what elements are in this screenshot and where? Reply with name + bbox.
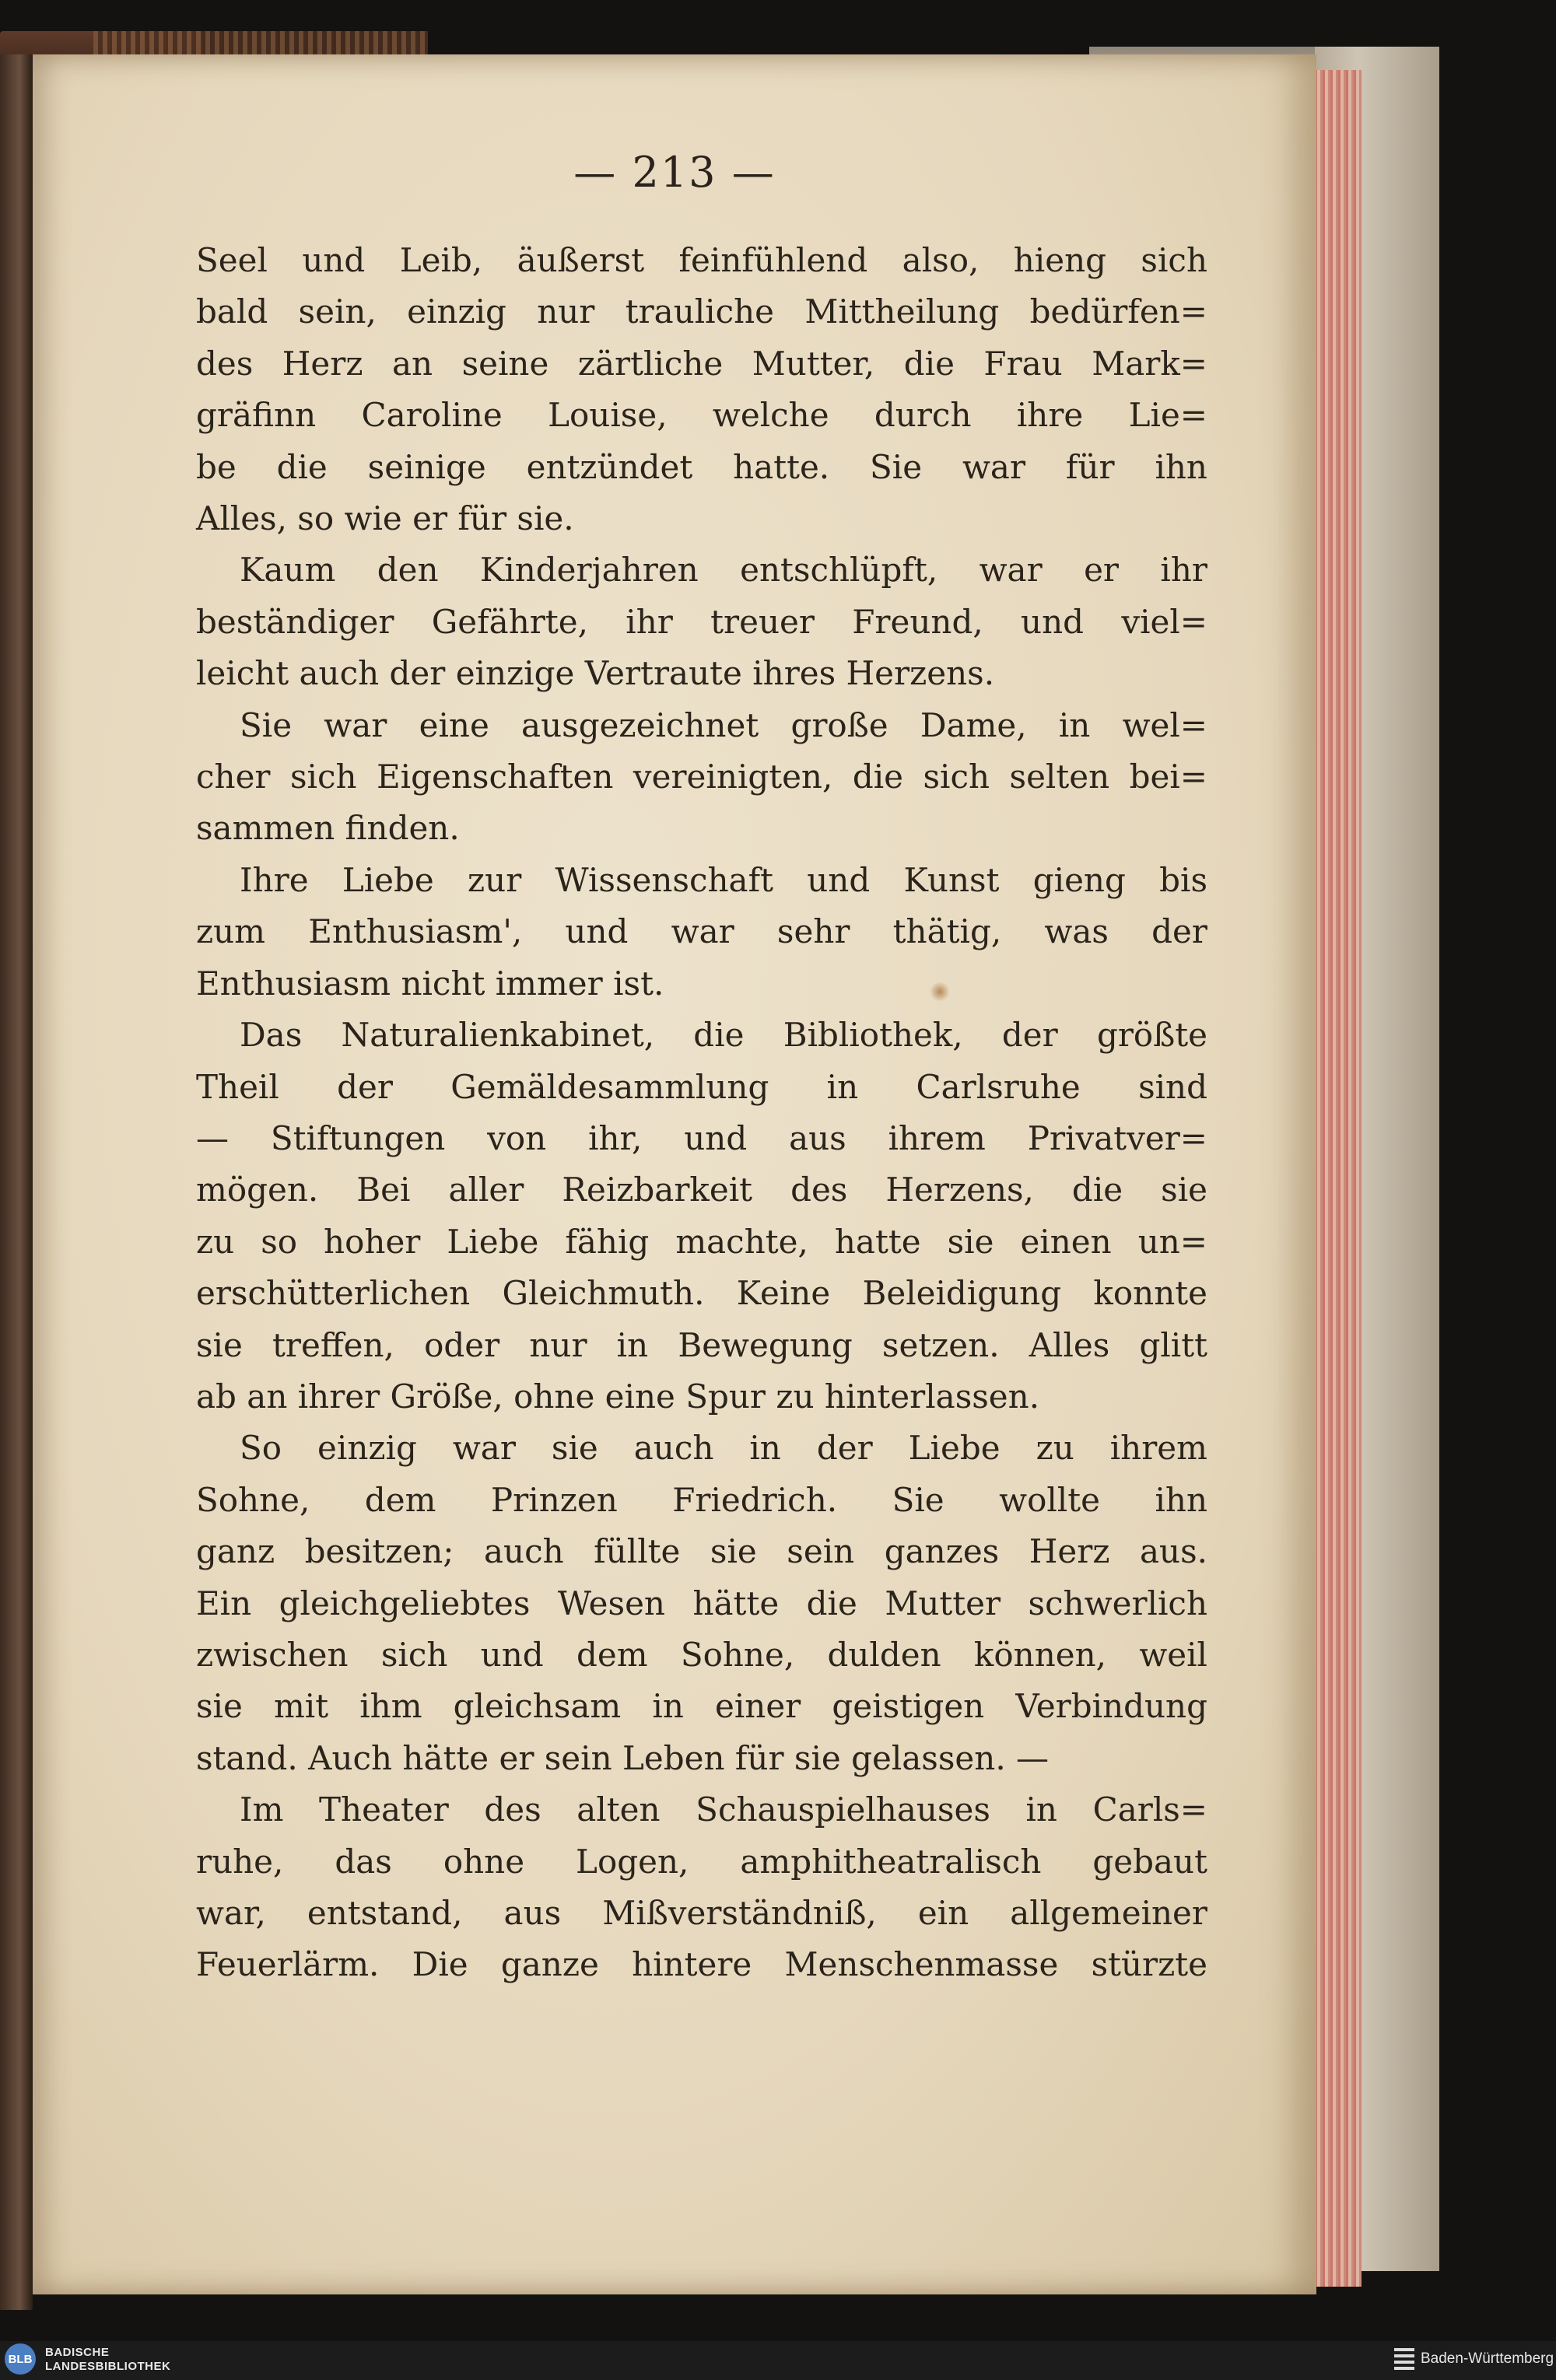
text-line: be die seinige entzündet hatte. Sie war für ihn <box>196 447 1207 486</box>
library-name[interactable] <box>45 2346 170 2374</box>
text-line: ruhe, das ohne Logen, amphitheatralisch gebaut <box>196 1842 1207 1881</box>
book-spine-edge <box>0 54 33 2310</box>
text-line: Enthusiasm nicht immer ist. <box>196 964 664 1003</box>
text-line: Das Naturalienkabinet, die Bibliothek, der größte <box>240 1016 1207 1055</box>
text-line: zu so hoher Liebe fähig machte, hatte sie einen un= <box>196 1222 1207 1261</box>
blb-logo-icon[interactable]: BLB <box>5 2343 36 2375</box>
text-line: — Stiftungen von ihr, und aus ihrem Privatver= <box>196 1118 1207 1157</box>
page-text <box>196 235 1207 1991</box>
text-line: beständiger Gefährte, ihr treuer Freund, und viel= <box>196 602 1207 641</box>
text-line: bald sein, einzig nur trauliche Mittheilung bedürfen= <box>196 292 1207 331</box>
text-line: Sie war eine ausgezeichnet große Dame, in wel= <box>240 705 1207 744</box>
state-name[interactable]: Baden-Württemberg <box>1421 2350 1554 2367</box>
text-line: mögen. Bei aller Reizbarkeit des Herzens, die sie <box>196 1171 1207 1209</box>
text-line: zum Enthusiasm', und war sehr thätig, was der <box>196 912 1207 951</box>
text-line: zwischen sich und dem Sohne, dulden können, weil <box>196 1635 1207 1674</box>
text-line: erschütterlichen Gleichmuth. Keine Beleidigung konnte <box>196 1274 1207 1313</box>
text-line: Sohne, dem Prinzen Friedrich. Sie wollte ihn <box>196 1480 1207 1519</box>
text-line: sie treffen, oder nur in Bewegung setzen. Alles glitt <box>196 1325 1207 1364</box>
text-line: Alles, so wie er für sie. <box>196 499 574 538</box>
text-line: Ein gleichgeliebtes Wesen hätte die Mutter schwerlich <box>196 1584 1207 1622</box>
text-line: leicht auch der einzige Vertraute ihres Herzens. <box>196 654 995 693</box>
viewer-footer <box>0 2341 1556 2380</box>
text-line: Ihre Liebe zur Wissenschaft und Kunst gieng bis <box>240 860 1207 899</box>
library-name-line1: BADISCHE <box>45 2346 110 2359</box>
text-line: Theil der Gemäldesammlung in Carlsruhe sind <box>196 1067 1207 1106</box>
text-line: gräfinn Caroline Louise, welche durch ihre Lie= <box>196 396 1207 435</box>
text-line: cher sich Eigenschaften vereinigten, die sich selten bei= <box>196 758 1207 796</box>
text-line: ab an ihrer Größe, ohne eine Spur zu hinterlassen. <box>196 1377 1040 1416</box>
text-line: ganz besitzen; auch füllte sie sein ganzes Herz aus. <box>196 1532 1207 1571</box>
text-line: stand. Auch hätte er sein Leben für sie gelassen. — <box>196 1738 1050 1777</box>
text-line: Kaum den Kinderjahren entschlüpft, war er ihr <box>240 551 1207 590</box>
text-line: So einzig war sie auch in der Liebe zu ihrem <box>240 1429 1207 1468</box>
bw-stag-icon[interactable] <box>1394 2348 1414 2371</box>
text-line: des Herz an seine zärtliche Mutter, die Frau Mark= <box>196 344 1207 383</box>
book-page <box>33 54 1316 2294</box>
library-name-line2: LANDESBIBLIOTHEK <box>45 2360 171 2373</box>
text-line: Im Theater des alten Schauspielhauses in Carls= <box>240 1790 1207 1829</box>
text-line: sie mit ihm gleichsam in einer geistigen Verbindung <box>196 1687 1207 1726</box>
text-line: Seel und Leib, äußerst feinfühlend also, hieng sich <box>196 241 1207 279</box>
paper-stain <box>930 982 950 1002</box>
page-number: — 213 — <box>573 148 776 197</box>
text-line: sammen finden. <box>196 809 460 848</box>
text-line: Feuerlärm. Die ganze hintere Menschenmasse stürzte <box>196 1945 1207 1984</box>
text-line: war, entstand, aus Mißverständniß, ein allgemeiner <box>196 1894 1207 1932</box>
